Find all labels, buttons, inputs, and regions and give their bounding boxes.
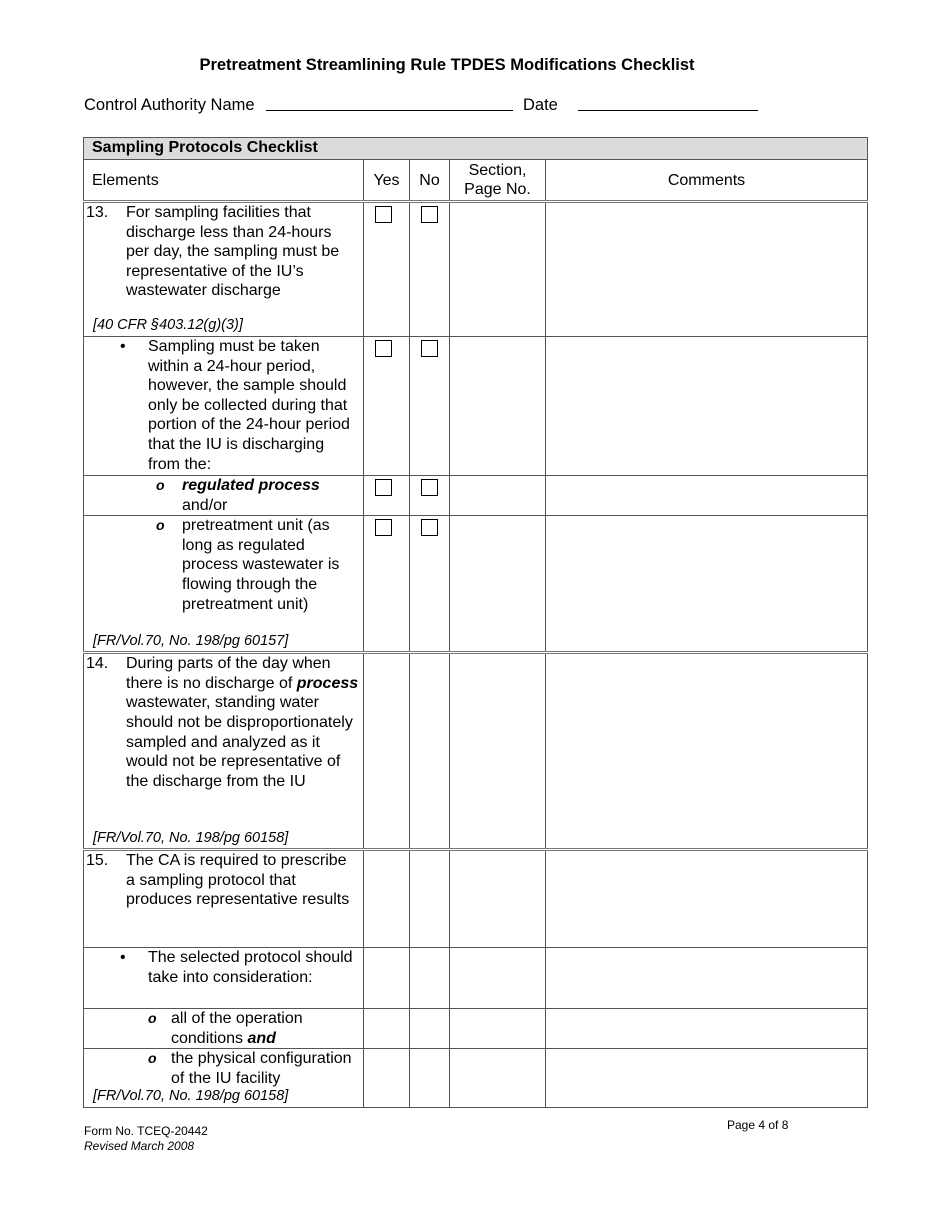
comments-cell[interactable] [546,948,868,1009]
list-item [84,1049,364,1108]
section-page-cell[interactable] [450,1009,546,1049]
yes-cell[interactable] [364,1049,410,1108]
item-number: 13. [86,204,109,221]
yes-checkbox[interactable] [375,519,392,536]
comments-cell[interactable] [546,337,868,476]
no-cell[interactable] [410,948,450,1009]
column-header-yes: Yes [364,160,410,202]
bullet-text: Sampling must be taken within a 24-hour period, however, the sample should only be collected during that portion of the 24-hour period that the IU is discharging from the: [148,338,350,473]
item-text-continued: wastewater, standing water should not be disproportionately sampled and analyzed as it would not be representative of the discharge from the IU [126,694,353,790]
comments-cell[interactable] [546,1009,868,1049]
sub-text: the physical configuration of the IU facility [171,1050,352,1087]
yes-cell[interactable] [364,653,410,850]
bold-text: regulated process [182,477,320,494]
item-text: For sampling facilities that discharge less than 24-hours per day, the sampling must be representative of the IU’s wastewater discharge [126,204,340,300]
bullet-glyph: • [120,338,126,355]
no-cell[interactable] [410,1049,450,1108]
section-page-cell[interactable] [450,653,546,850]
revised-date: Revised March 2008 [84,1139,195,1153]
yes-cell[interactable] [364,948,410,1009]
citation: [40 CFR §403.12(g)(3)] [93,317,243,334]
sub-bullet-glyph: o [148,1050,157,1067]
table-row-15 [84,850,364,948]
section-title: Sampling Protocols Checklist [84,138,868,160]
comments-cell[interactable] [546,850,868,948]
item-number: 14. [86,655,109,673]
no-checkbox[interactable] [421,519,438,536]
date-label: Date [523,96,558,114]
section-page-cell[interactable] [450,1049,546,1108]
column-header-comments: Comments [546,160,868,202]
page-title: Pretreatment Streamlining Rule TPDES Modifications Checklist [199,56,695,74]
no-checkbox[interactable] [421,340,438,357]
yes-cell[interactable] [364,850,410,948]
form-number [84,1124,208,1154]
yes-checkbox[interactable] [375,479,392,496]
item-text: During parts of the day when there is no discharge of [126,655,331,692]
bullet-text: The selected protocol should take into consideration: [148,949,353,986]
control-authority-label: Control Authority Name [84,96,255,114]
item-number: 15. [86,852,109,870]
list-item [84,337,364,476]
section-page-cell[interactable] [450,516,546,653]
table-row-13 [84,202,364,337]
citation: [FR/Vol.70, No. 198/pg 60157] [93,632,289,649]
no-checkbox[interactable] [421,206,438,223]
no-cell[interactable] [410,850,450,948]
sub-text: and/or [182,496,228,514]
no-checkbox[interactable] [421,479,438,496]
list-item [84,516,364,653]
comments-cell[interactable] [546,1049,868,1108]
sub-text: pretreatment unit (as long as regulated process wastewater is flowing through the pretreatment unit) [182,517,340,613]
list-item [84,1009,364,1049]
comments-cell[interactable] [546,476,868,516]
comments-cell[interactable] [546,653,868,850]
yes-checkbox[interactable] [375,206,392,223]
date-input-line[interactable] [578,110,758,111]
citation: [FR/Vol.70, No. 198/pg 60158] [93,829,289,846]
list-item [84,948,364,1009]
column-header-section [450,160,546,202]
bold-text: and [247,1029,276,1047]
no-cell[interactable] [410,653,450,850]
list-item [84,476,364,516]
item-text: The CA is required to prescribe a sampling protocol that produces representative results [126,852,350,909]
citation: [FR/Vol.70, No. 198/pg 60158] [93,1087,289,1104]
section-page-cell[interactable] [450,850,546,948]
column-header-elements: Elements [84,160,364,202]
section-page-cell[interactable] [450,476,546,516]
column-header-no: No [410,160,450,202]
sampling-protocols-table [83,137,868,1108]
comments-cell[interactable] [546,202,868,337]
column-header-section-line1: Section, [468,162,527,179]
column-header-section-line2: Page No. [464,181,531,198]
sub-bullet-glyph: o [156,517,165,534]
sub-bullet-glyph: o [148,1010,157,1027]
sub-bullet-glyph: o [156,477,165,493]
yes-checkbox[interactable] [375,340,392,357]
yes-cell[interactable] [364,1009,410,1049]
section-page-cell[interactable] [450,948,546,1009]
bold-text: process [296,674,359,692]
comments-cell[interactable] [546,516,868,653]
page-number: Page 4 of 8 [727,1118,789,1132]
section-page-cell[interactable] [450,337,546,476]
section-page-cell[interactable] [450,202,546,337]
bullet-glyph: • [120,949,126,967]
table-row-14 [84,653,364,850]
control-authority-input-line[interactable] [266,110,513,111]
form-number-text: Form No. TCEQ-20442 [84,1124,208,1138]
no-cell[interactable] [410,1009,450,1049]
sub-text: all of the operation conditions [171,1010,303,1047]
